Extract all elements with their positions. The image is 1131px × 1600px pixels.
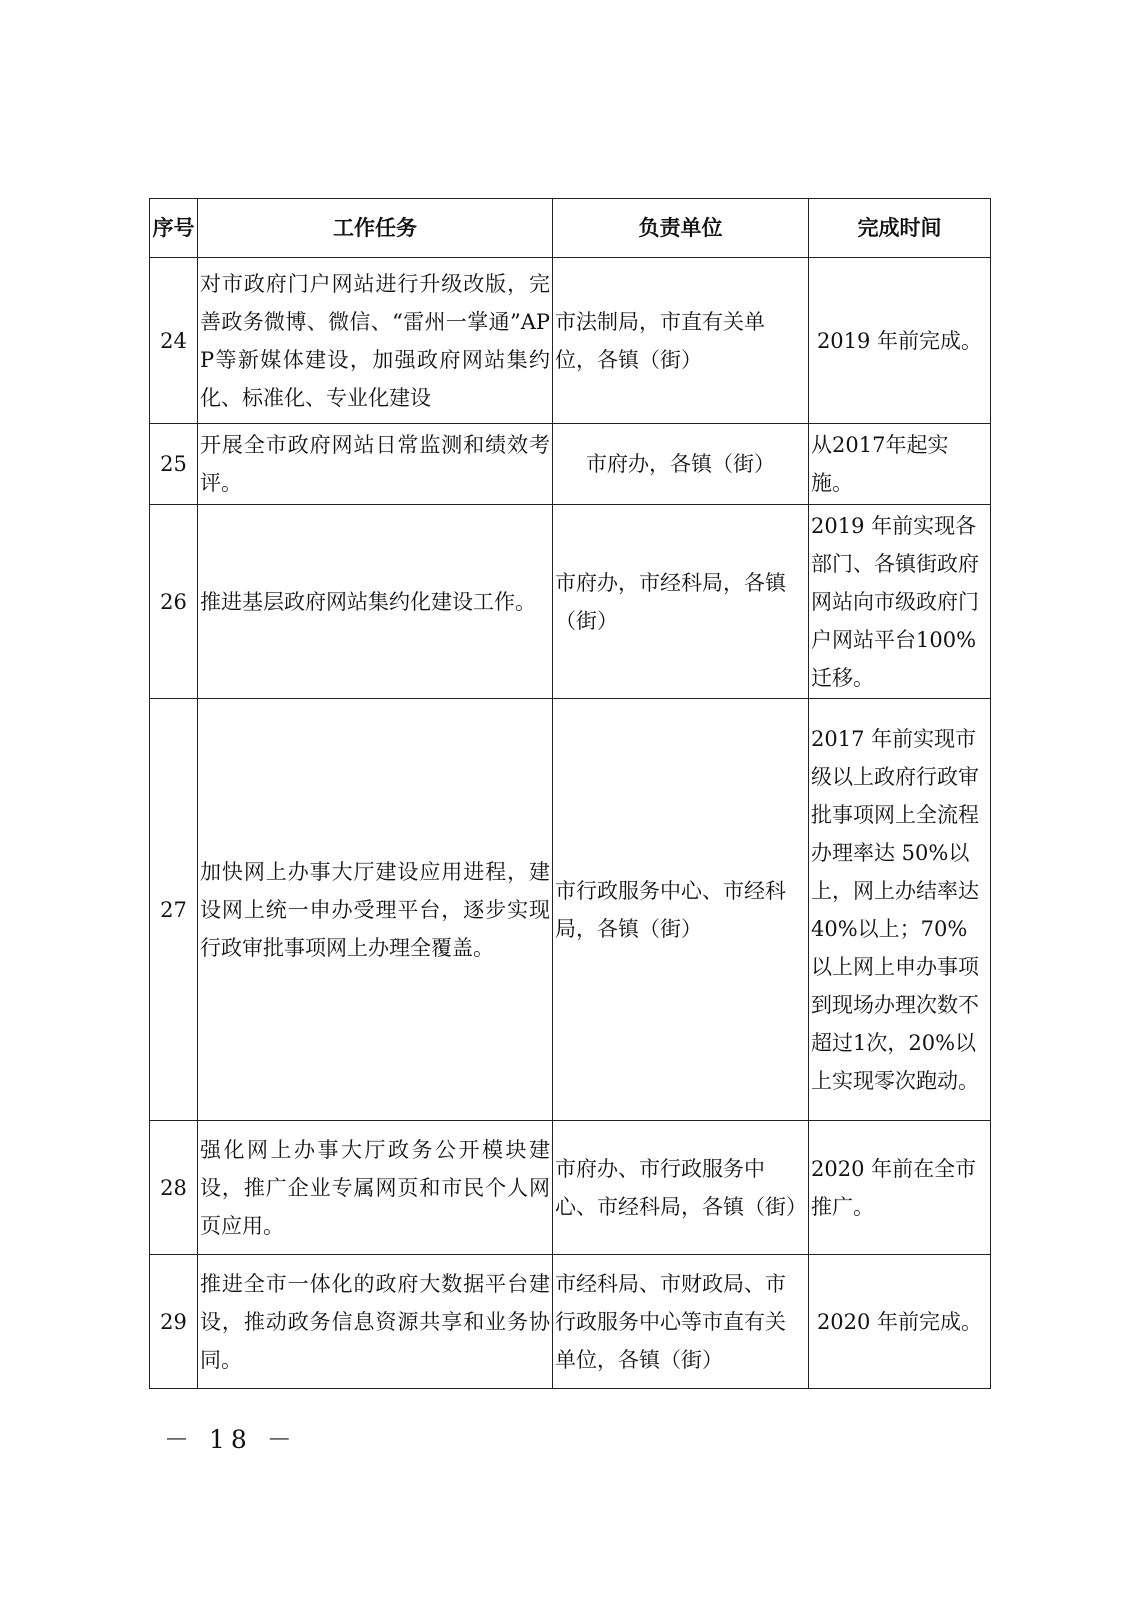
table-header-row — [150, 199, 991, 258]
row-unit: 市行政服务中心、市经科局，各镇（街） — [553, 699, 809, 1121]
row-unit: 市经科局、市财政局、市行政服务中心等市直有关单位，各镇（街） — [553, 1255, 809, 1389]
row-unit: 市府办、市行政服务中心、市经科局，各镇（街） — [553, 1121, 809, 1255]
header-num: 序号 — [150, 199, 198, 258]
row-time: 2020 年前在全市推广。 — [809, 1121, 991, 1255]
row-task: 对市政府门户网站进行升级改版，完善政务微博、微信、“雷州一掌通”APP等新媒体建设，加强政府网站集约化、标准化、专业化建设 — [198, 258, 553, 424]
table-row — [150, 258, 991, 424]
row-unit: 市府办，市经科局，各镇（街） — [553, 505, 809, 699]
row-unit: 市府办，各镇（街） — [553, 424, 809, 505]
row-time: 从2017年起实施。 — [809, 424, 991, 505]
table-row — [150, 1121, 991, 1255]
row-num: 28 — [150, 1121, 198, 1255]
row-num: 29 — [150, 1255, 198, 1389]
table-row — [150, 1255, 991, 1389]
header-time: 完成时间 — [809, 199, 991, 258]
row-time: 2017 年前实现市级以上政府行政审批事项网上全流程办理率达 50%以上，网上办结率达 40%以上；70%以上网上申办事项到现场办理次数不超过1次，20%以上实现零次跑动。 — [809, 699, 991, 1121]
row-task: 推进基层政府网站集约化建设工作。 — [198, 505, 553, 699]
row-num: 25 — [150, 424, 198, 505]
row-task: 推进全市一体化的政府大数据平台建设，推动政务信息资源共享和业务协同。 — [198, 1255, 553, 1389]
row-num: 24 — [150, 258, 198, 424]
table-row — [150, 699, 991, 1121]
task-table — [149, 198, 991, 1389]
page-number: － 18 － — [164, 1425, 298, 1454]
row-time: 2019 年前实现各部门、各镇街政府网站向市级政府门户网站平台100%迁移。 — [809, 505, 991, 699]
row-time: 2019 年前完成。 — [809, 258, 991, 424]
row-task: 加快网上办事大厅建设应用进程，建设网上统一申办受理平台，逐步实现行政审批事项网上办理全覆盖。 — [198, 699, 553, 1121]
row-time: 2020 年前完成。 — [809, 1255, 991, 1389]
header-task: 工作任务 — [198, 199, 553, 258]
row-num: 26 — [150, 505, 198, 699]
row-task: 强化网上办事大厅政务公开模块建设，推广企业专属网页和市民个人网页应用。 — [198, 1121, 553, 1255]
header-unit: 负责单位 — [553, 199, 809, 258]
row-num: 27 — [150, 699, 198, 1121]
row-task: 开展全市政府网站日常监测和绩效考评。 — [198, 424, 553, 505]
row-unit: 市法制局，市直有关单位，各镇（街） — [553, 258, 809, 424]
table-row — [150, 505, 991, 699]
table-row — [150, 424, 991, 505]
